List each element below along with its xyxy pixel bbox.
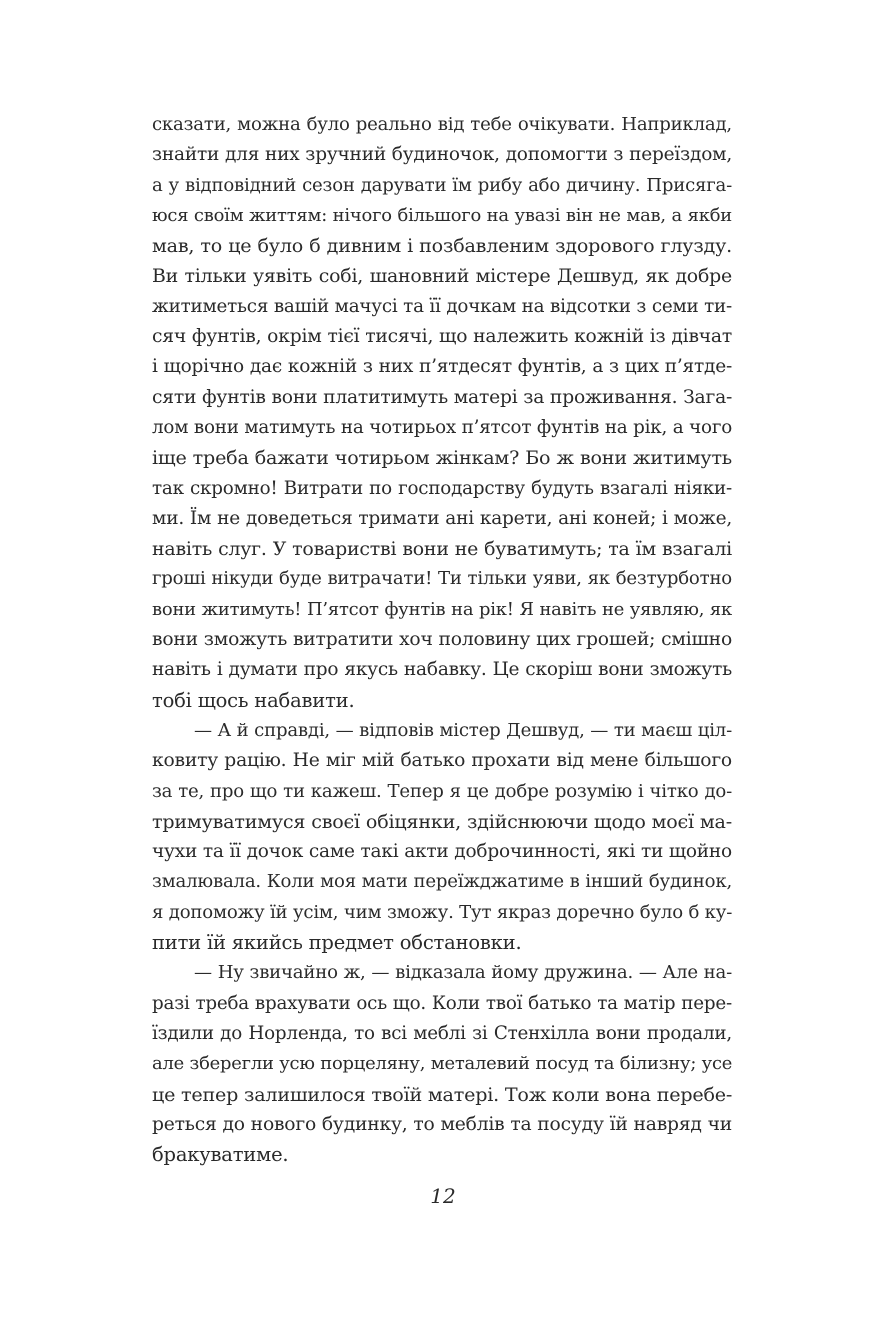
text-line: юся своїм життям: нічого більшого на увазі він не мав, а якби (152, 204, 732, 226)
text-line: чухи та її дочок саме такі акти доброчинності, які ти щойно (152, 841, 732, 863)
text-line: навіть слуг. У товаристві вони не буватимуть; та їм взагалі (152, 538, 732, 561)
text-line: за те, про що ти кажеш. Тепер я це добре розумію і чітко до- (152, 780, 732, 802)
paragraph-1 (152, 110, 732, 716)
text-line: пити їй якийсь предмет обстановки. (152, 931, 522, 955)
text-line: разі треба врахувати ось що. Коли твої батько та матір пере- (152, 992, 732, 1014)
text-line: знайти для них зручний будиночок, допомогти з переїздом, (152, 144, 732, 166)
text-line: — Ну звичайно ж, — відказала йому дружина. — Але на- (194, 962, 732, 984)
text-line: але зберегли усю порцеляну, металевий посуд та білизну; усе (152, 1053, 733, 1075)
text-line: вони зможуть витратити хоч половину цих грошей; смішно (152, 629, 732, 651)
text-line: навіть і думати про якусь набавку. Це скоріш вони зможуть (152, 659, 732, 681)
text-line: так скромно! Витрати по господарству будуть взагалі ніяки- (152, 477, 732, 499)
text-line: вони житимуть! П’ятсот фунтів на рік! Я навіть не уявляю, як (152, 598, 732, 620)
text-line: їздили до Норленда, то всі меблі зі Стенхілла вони продали, (152, 1022, 732, 1044)
text-line: мав, то це було б дивним і позбавленим здорового глузду. (152, 234, 732, 258)
text-line: тобі щось набавити. (152, 688, 355, 712)
text-line: — А й справді, — відповів містер Дешвуд, — ти маєш ціл- (194, 719, 732, 741)
body-text (152, 110, 732, 1170)
text-line: ковиту рацію. Не міг мій батько прохати від мене більшого (152, 750, 732, 772)
text-line: а у відповідний сезон дарувати їм рибу або дичину. Присяга- (152, 174, 732, 196)
text-line: і щорічно дає кожній з них п’ятдесят фунтів, а з цих п’ятде- (152, 356, 732, 378)
paragraph-2 (152, 716, 732, 958)
text-line: це тепер залишилося твоїй матері. Тож коли вона перебе- (152, 1082, 733, 1106)
text-line: змалювала. Коли моя мати переїжджатиме в інший будинок, (152, 871, 732, 893)
text-line: ми. Їм не доведеться тримати ані карети, ані коней; і може, (152, 507, 732, 529)
paragraph-3 (152, 958, 732, 1170)
text-line: сяти фунтів вони платитимуть матері за проживання. Зага- (152, 386, 733, 408)
text-line: я допоможу їй усім, чим зможу. Тут якраз доречно було б ку- (152, 901, 733, 923)
text-line: сказати, можна було реально від тебе очікувати. Наприклад, (152, 114, 732, 135)
text-line: реться до нового будинку, то меблів та посуду їй навряд чи (152, 1113, 732, 1135)
text-line: Ви тільки уявіть собі, шановний містере Дешвуд, як добре (152, 265, 732, 288)
text-line: гроші нікуди буде витрачати! Ти тільки уяви, як безтурботно (152, 568, 732, 590)
text-line: тримуватимуся своєї обіцянки, здійснюючи щодо моєї ма- (152, 809, 732, 833)
text-line: житиметься вашій мачусі та її дочкам на відсотки з семи ти- (152, 295, 732, 317)
text-line: лом вони матимуть на чотирьох п’ятсот фунтів на рік, а чого (152, 416, 732, 438)
text-line: сяч фунтів, окрім тієї тисячі, що належить кожній із дівчат (152, 326, 732, 348)
text-line: бракуватиме. (152, 1143, 289, 1167)
page-number: 12 (430, 1184, 456, 1208)
text-line: іще треба бажати чотирьом жінкам? Бо ж вони житимуть (152, 446, 732, 470)
